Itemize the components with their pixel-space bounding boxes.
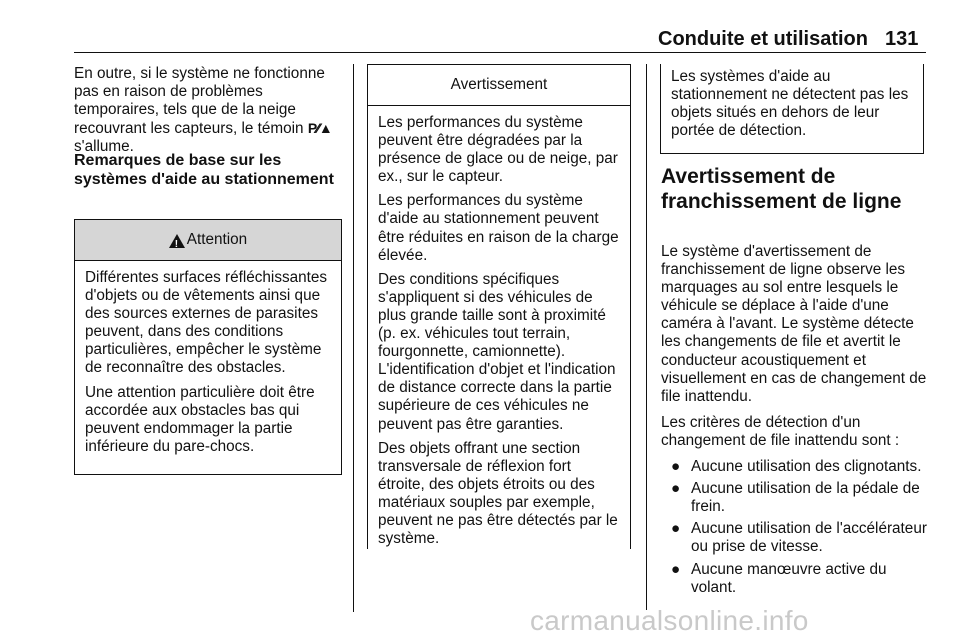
list-item: ● Aucune utilisation des clignotants. [671,458,922,476]
note-text: Les systèmes d'aide au stationnement ne détectent pas les objets situés en dehors de leur portée de détection. [671,68,909,140]
bullet-icon: ● [671,480,681,498]
list-item: ● Aucune manœuvre active du volant. [671,560,887,596]
header-rule [74,52,926,53]
attention-body [75,261,341,456]
park-pilot-warning-icon: P⁄⁄▲ [307,120,332,137]
intro-text-end: s'allume. [74,138,134,156]
attention-box [74,219,342,475]
running-header-title: Conduite et utilisation [658,28,868,50]
warning-paragraph: Des objets offrant une section transversale de réflexion fort étroite, des objets étroits ou des matériaux souples par exemple, peuvent ne pas être détectés par le système. [378,439,618,548]
warning-body [368,106,630,548]
attention-header [75,220,341,261]
warning-paragraph: Des conditions spécifiques s'appliquent si des véhicules de plus grande taille sont à proximité (p. ex. véhicules tout terrain, fourgonnette, camionnette). L'identification d'objet et l'indication de distance correcte dans la partie supérieure de ces véhicules ne peuvent pas être garanties. [378,270,616,433]
list-item: ● Aucune utilisation de l'accélérateur ou prise de vitesse. [671,520,927,556]
warning-triangle-icon [169,234,185,248]
bullet-icon: ● [671,458,681,476]
section-paragraph: Le système d'avertissement de franchissement de ligne observe les marquages au sol entre lesquels le véhicule se déplace à l'aide d'une caméra à l'avant. Le système détecte les changements de file et avertit le conducteur acoustiquement et visuellement en cas de changement de file inattendu. [661,243,927,405]
subheading: Remarques de base sur les systèmes d'aide au stationnement [74,152,334,188]
column-divider-2 [646,64,647,610]
section-paragraph: Les critères de détection d'un changement de file inattendu sont : [661,413,900,449]
section-title: Avertissement de franchissement de ligne [661,165,902,213]
list-item: ● Aucune utilisation de la pédale de frein. [671,480,920,516]
warning-paragraph: Les performances du système d'aide au stationnement peuvent être réduites en raison de la charge élevée. [378,192,619,264]
page-number: 131 [885,28,919,50]
attention-title: Attention [186,230,248,248]
intro-paragraph [74,65,349,156]
section-body [661,243,927,601]
note-box [660,64,924,154]
attention-paragraph: Différentes surfaces réfléchissantes d'objets ou de vêtements ainsi que des sources externes de parasites peuvent, dans des conditions particulières, empêcher le système de reconnaître des obstacles. [85,269,328,377]
column-divider-1 [353,64,354,612]
intro-text: En outre, si le système ne fonctionne pas en raison de problèmes temporaires, tels que de la neige recouvrant les capteurs, le témoin [74,65,325,138]
warning-header: Avertissement [368,65,630,106]
criteria-list [661,458,927,597]
watermark: carmanualsonline.info [530,605,809,636]
warning-paragraph: Les performances du système peuvent être dégradées par la présence de glace ou de neige, par ex., sur le capteur. [378,114,618,186]
bullet-icon: ● [671,520,681,538]
bullet-icon: ● [671,560,681,578]
attention-paragraph: Une attention particulière doit être accordée aux obstacles bas qui peuvent endommager la partie inférieure du pare-chocs. [85,383,315,455]
warning-box [367,64,631,549]
